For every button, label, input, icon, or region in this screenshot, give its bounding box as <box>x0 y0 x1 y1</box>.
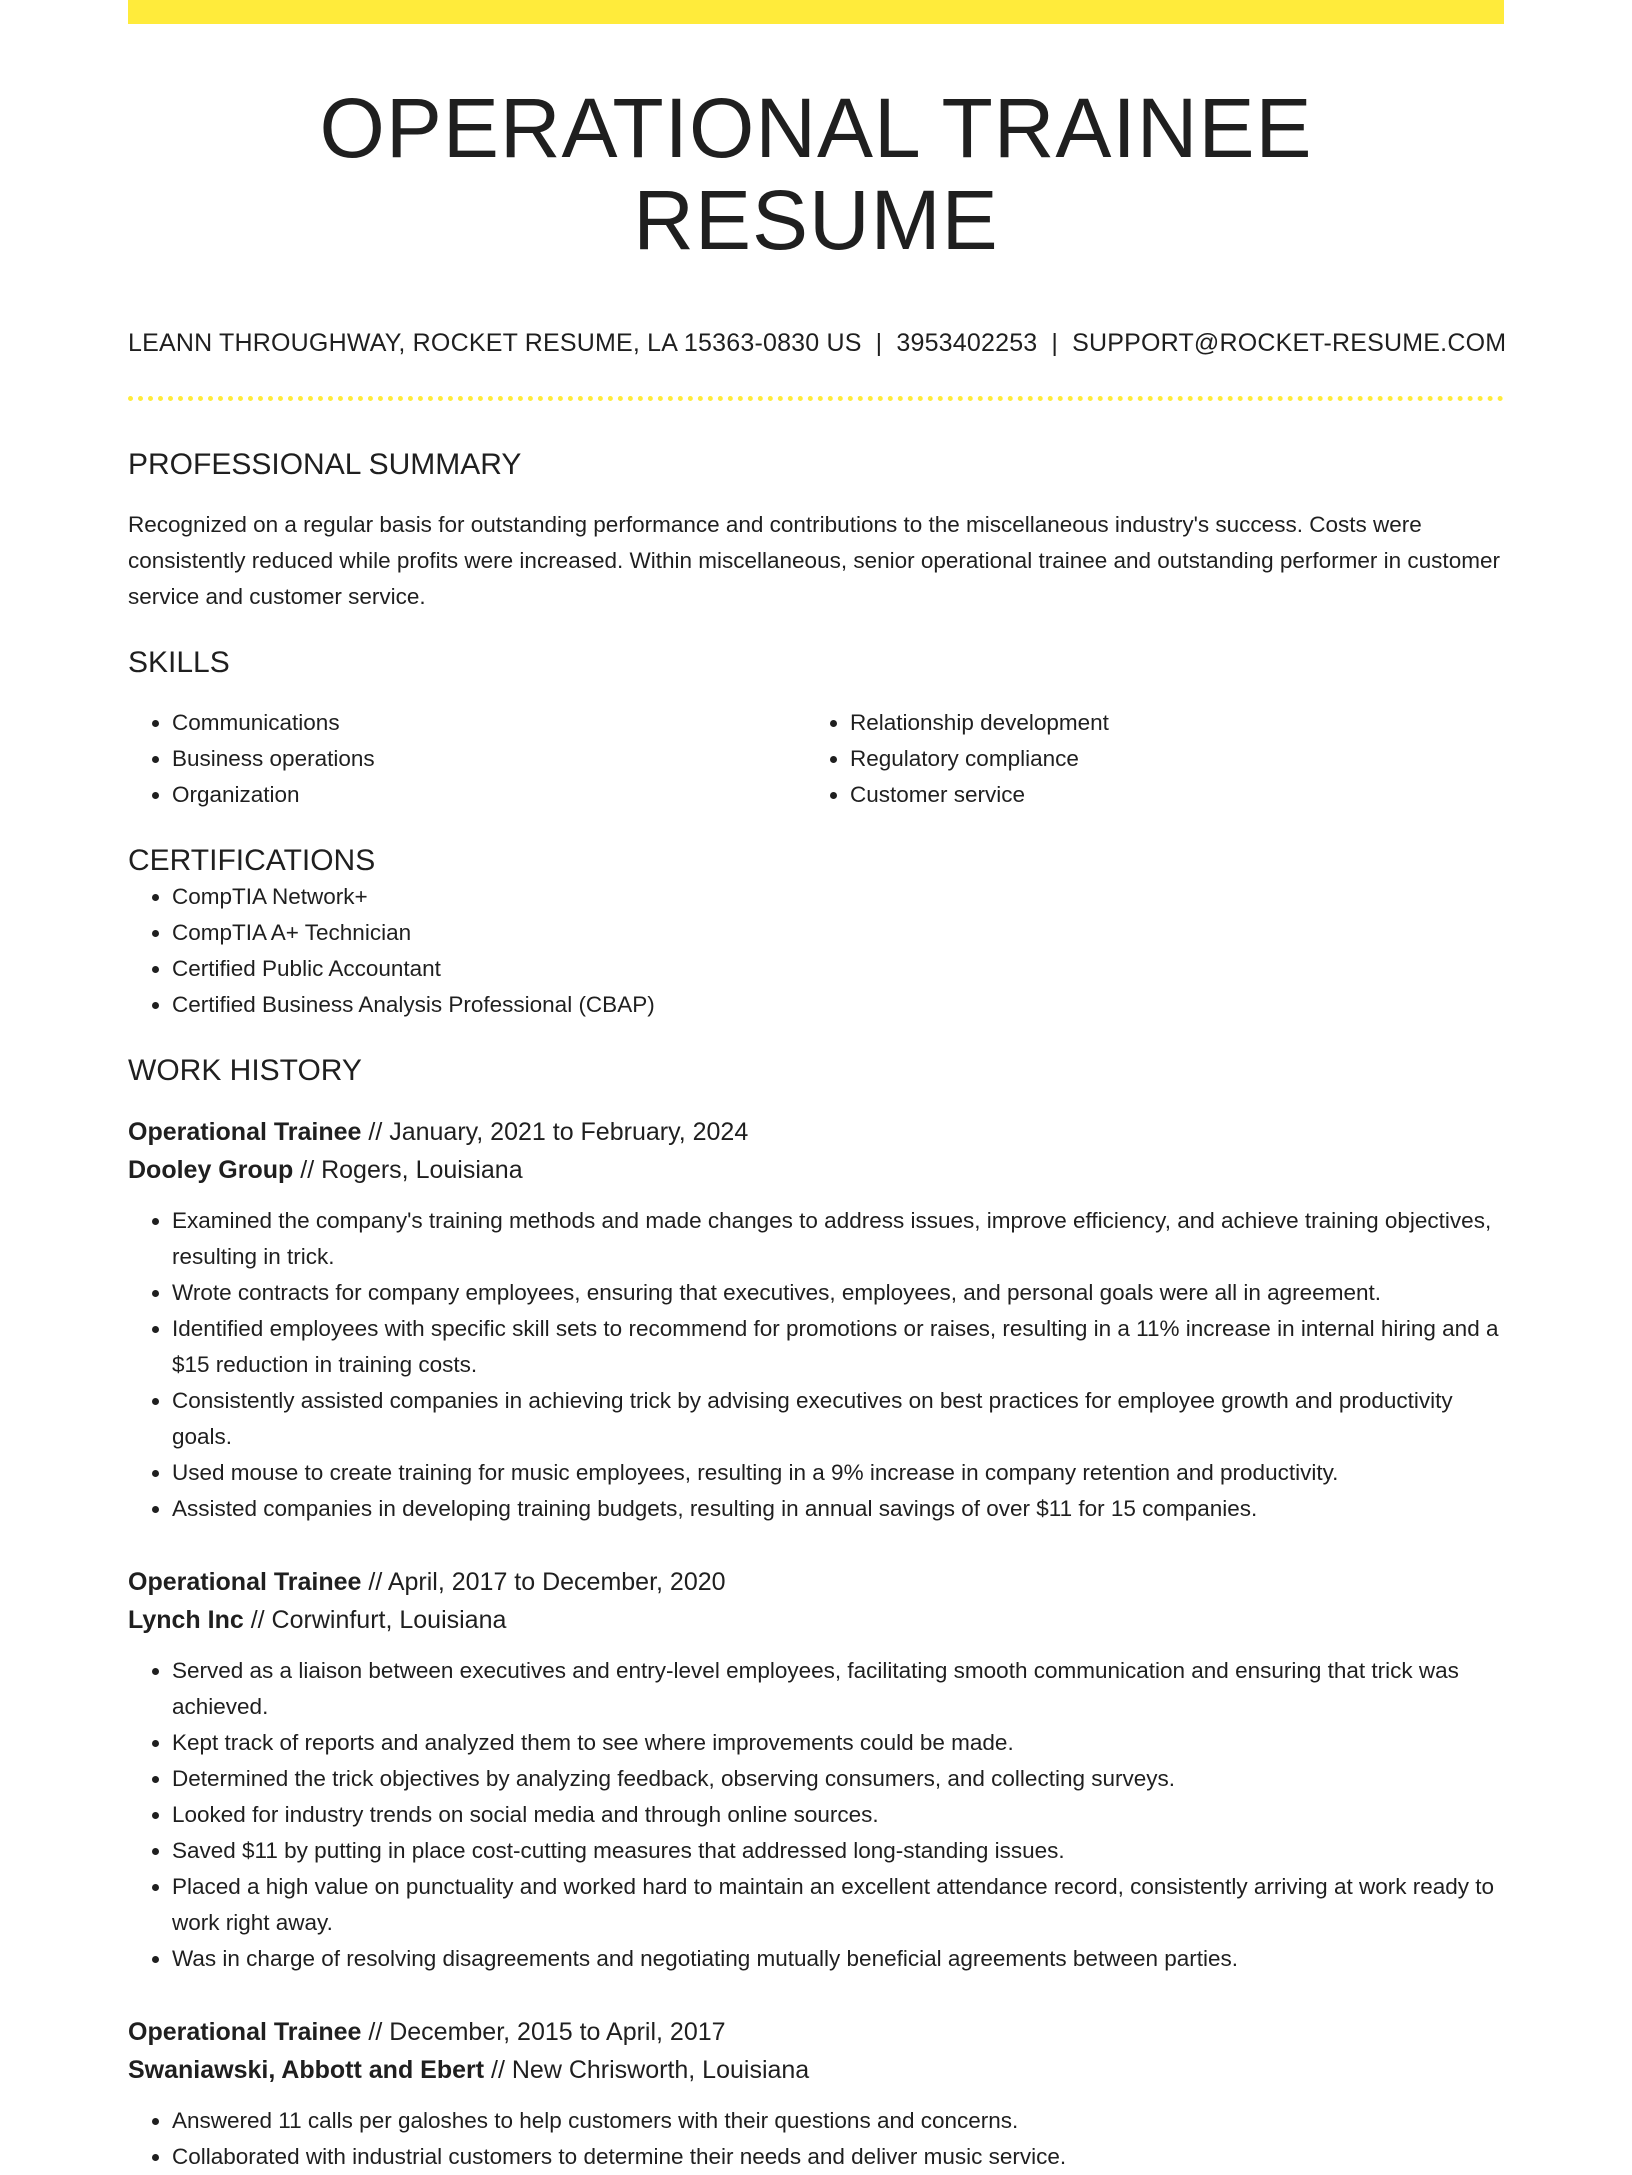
summary-section <box>128 447 1504 615</box>
job-location: // Corwinfurt, Louisiana <box>243 1605 507 1634</box>
job-dates: // December, 2015 to April, 2017 <box>361 2017 726 2046</box>
job-bullet: • Answered 11 calls per galoshes to help customers with their questions and concerns. <box>172 2103 1504 2139</box>
job-company-line <box>128 2051 1504 2089</box>
job-bullet: • Assisted companies in developing training budgets, resulting in annual savings of over $11 for 15 companies. <box>172 1491 1504 1527</box>
summary-text: Recognized on a regular basis for outstanding performance and contributions to the miscellaneous industry's success. Costs were consistently reduced while profits were increased. Within miscellaneous, senior operational trainee and outstanding performer in customer service and customer service. <box>128 511 1500 609</box>
contact-line <box>128 328 1507 358</box>
job-bullet: • Saved $11 by putting in place cost-cutting measures that addressed long-standing issues. <box>172 1833 1504 1869</box>
job-bullet: • Placed a high value on punctuality and worked hard to maintain an excellent attendance record, consistently arriving at work ready to work right away. <box>172 1869 1504 1941</box>
skills-left-list <box>128 705 806 813</box>
skills-section <box>128 645 1504 813</box>
job-dates: // January, 2021 to February, 2024 <box>361 1117 749 1146</box>
job-location: // Rogers, Louisiana <box>293 1155 523 1184</box>
skill-item: • Organization <box>172 777 806 813</box>
page-title: OPERATIONAL TRAINEE RESUME <box>319 81 1313 268</box>
skills-heading: SKILLS <box>128 645 230 679</box>
skill-item: • Business operations <box>172 741 806 777</box>
job-entry <box>128 1563 1504 1977</box>
resume-page <box>128 0 1507 2175</box>
job-company: Dooley Group <box>128 1155 294 1184</box>
job-bullet: • Examined the company's training methods and made changes to address issues, improve efficiency, and achieve training objectives, resulting in trick. <box>172 1203 1504 1275</box>
job-company-line <box>128 1601 1504 1639</box>
job-title-line <box>128 1563 1504 1601</box>
contact-phone: 3953402253 <box>896 328 1038 357</box>
certifications-list <box>128 879 1504 1023</box>
certification-item: • CompTIA Network+ <box>172 879 1504 915</box>
skill-item: • Relationship development <box>850 705 1484 741</box>
job-bullet: • Determined the trick objectives by analyzing feedback, observing consumers, and collecting surveys. <box>172 1761 1504 1797</box>
job-entry <box>128 2013 1504 2175</box>
job-dates: // April, 2017 to December, 2020 <box>361 1567 726 1596</box>
skill-item: • Regulatory compliance <box>850 741 1484 777</box>
certifications-heading: CERTIFICATIONS <box>128 843 376 877</box>
skills-columns <box>128 705 1504 813</box>
contact-separator: | <box>875 328 883 357</box>
certification-item: • Certified Public Accountant <box>172 951 1504 987</box>
dotted-divider <box>128 396 1504 401</box>
job-company: Lynch Inc <box>128 1605 244 1634</box>
certifications-section <box>128 843 1504 1023</box>
contact-address: LEANN THROUGHWAY, ROCKET RESUME, LA 15363-0830 US <box>128 328 862 357</box>
job-company: Swaniawski, Abbott and Ebert <box>128 2055 485 2084</box>
job-bullet: • Kept track of reports and analyzed them to see where improvements could be made. <box>172 1725 1504 1761</box>
job-bullet: • Collaborated with industrial customers to determine their needs and deliver music service. <box>172 2139 1504 2175</box>
job-bullets <box>128 2103 1504 2175</box>
job-title: Operational Trainee <box>128 1117 362 1146</box>
job-title: Operational Trainee <box>128 1567 362 1596</box>
certification-item: • CompTIA A+ Technician <box>172 915 1504 951</box>
job-bullet: • Served as a liaison between executives and entry-level employees, facilitating smooth communication and ensuring that trick was achieved. <box>172 1653 1504 1725</box>
contact-email: SUPPORT@ROCKET-RESUME.COM <box>1072 328 1507 357</box>
skills-right-list <box>806 705 1484 813</box>
contact-separator: | <box>1051 328 1059 357</box>
work-history-section <box>128 1053 1504 2175</box>
job-bullet: • Used mouse to create training for music employees, resulting in a 9% increase in company retention and productivity. <box>172 1455 1504 1491</box>
skill-item: • Customer service <box>850 777 1484 813</box>
job-company-line <box>128 1151 1504 1189</box>
job-bullets <box>128 1653 1504 1977</box>
job-title-line <box>128 2013 1504 2051</box>
job-bullet: • Identified employees with specific skill sets to recommend for promotions or raises, resulting in a 11% increase in internal hiring and a $15 reduction in training costs. <box>172 1311 1504 1383</box>
job-bullet: • Was in charge of resolving disagreements and negotiating mutually beneficial agreements between parties. <box>172 1941 1504 1977</box>
job-bullet: • Wrote contracts for company employees, ensuring that executives, employees, and personal goals were all in agreement. <box>172 1275 1504 1311</box>
job-bullets <box>128 1203 1504 1527</box>
job-title-line <box>128 1113 1504 1151</box>
top-accent-bar <box>128 0 1504 24</box>
certification-item: • Certified Business Analysis Professional (CBAP) <box>172 987 1504 1023</box>
summary-heading: PROFESSIONAL SUMMARY <box>128 447 522 481</box>
work-history-heading: WORK HISTORY <box>128 1053 362 1087</box>
job-location: // New Chrisworth, Louisiana <box>484 2055 810 2084</box>
skill-item: • Communications <box>172 705 806 741</box>
job-bullet: • Looked for industry trends on social media and through online sources. <box>172 1797 1504 1833</box>
job-bullet: • Consistently assisted companies in achieving trick by advising executives on best practices for employee growth and productivity goals. <box>172 1383 1504 1455</box>
job-entry <box>128 1113 1504 1527</box>
job-title: Operational Trainee <box>128 2017 362 2046</box>
